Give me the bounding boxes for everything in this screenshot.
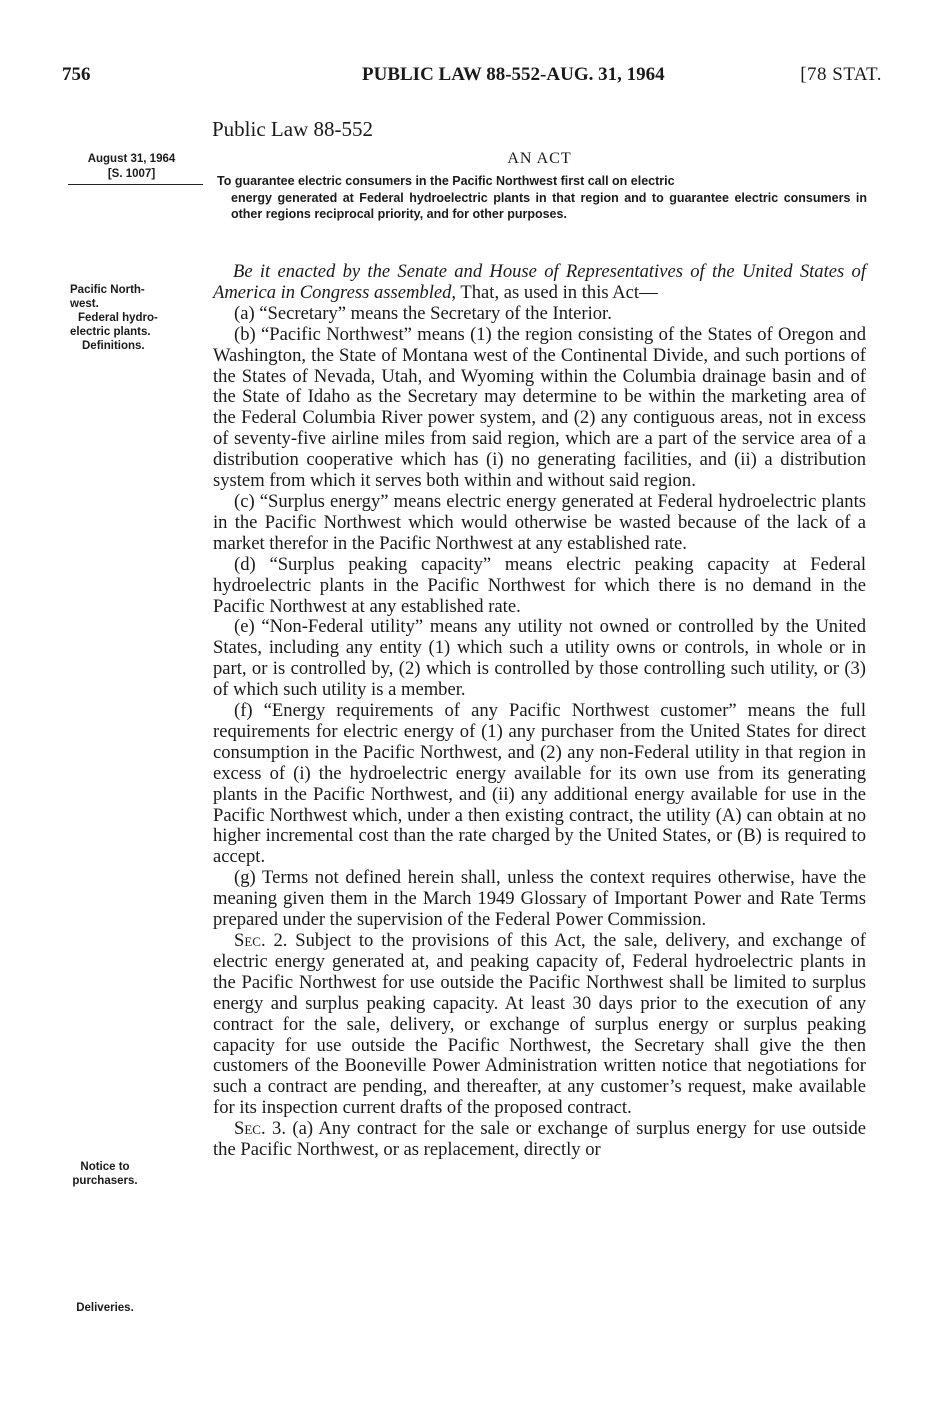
margin-note-notice [60, 1160, 150, 1188]
definition-c: (c) “Surplus energy” means electric energy generated at Federal hydroelectric plants in the Pacific Northwest which would otherwise be wasted because of the lack of a market therefor in the Pacific Northwest at any established rate. [213, 490, 866, 554]
margin-note-line: Definitions. [82, 340, 145, 352]
act-purpose [217, 173, 867, 223]
margin-note-line: Pacific North- [70, 284, 145, 296]
definition-f: (f) “Energy requirements of any Pacific Northwest customer” means the full requirements for electric energy of (1) any purchaser from the United States for direct consumption in the Pacific Northwest, and (2) any non-Federal utility in that region in excess of (i) the hydroelectric energy available for its own use from its generating plants in the Pacific Northwest, and (ii) any additional energy available for use in the Pacific Northwest which, under a then existing contract, the utility (A) can obtain at no higher incremental cost than the rate charged by the United States, or (B) is required to accept. [213, 700, 866, 868]
section-3-text: (a) Any contract for the sale or exchange of surplus energy for use outside the Pacific Northwest, or as replacement, directly or [213, 1118, 866, 1161]
margin-note-line: west. [70, 298, 99, 310]
section-2-text: Subject to the provisions of this Act, the sale, delivery, and exchange of electric energy generated at, and peaking capacity of, Federal hydroelectric plants in the Pacific Northwest for use outside the Pacific Northwest shall be limited to surplus energy and surplus peaking capacity. At least 30 days prior to the execution of any contract for the sale, delivery, or exchange of surplus energy or surplus peaking capacity for use outside the Pacific Northwest, the Secretary shall give the then customers of the Booneville Power Administration written notice that negotiations for such a contract are pending, and thereafter, at any customer’s request, make available for its inspection current drafts of the proposed contract. [213, 930, 866, 1119]
act-heading: AN ACT [507, 150, 572, 167]
definition-b: (b) “Pacific Northwest” means (1) the region consisting of the States of Oregon and Washington, the State of Montana west of the Continental Divide, and such portions of the States of Nevada, Utah, and Wyoming within the Columbia drainage basin and of the State of Idaho as the Secretary may determine to be within the marketing area of the Federal Columbia River power system, and (2) any contiguous areas, not in excess of seventy-five airline miles from said region, which are a part of the service area of a distribution cooperative which has (i) no generating facilities, and (ii) a distribution system from which it serves both within and without said region. [213, 323, 866, 492]
enacting-clause [213, 262, 866, 304]
margin-note-deliveries [55, 1301, 155, 1315]
running-title: PUBLIC LAW 88-552-AUG. 31, 1964 [362, 64, 665, 85]
margin-note-line: Federal hydro- [78, 312, 158, 324]
public-law-title: Public Law 88-552 [212, 117, 373, 141]
section-2 [213, 931, 866, 1119]
running-header [62, 64, 882, 94]
section-2-label: Sec. 2. [234, 930, 288, 951]
volume-reference: [78 STAT. [800, 64, 882, 85]
definition-e: (e) “Non-Federal utility” means any utility not owned or controlled by the United States, including any entity (1) which such a utility owns or controls, in whole or in part, or is controlled by, (2) which is controlled by those controlling such utility, or (3) of which such utility is a member. [213, 616, 866, 701]
definition-g: (g) Terms not defined herein shall, unless the context requires otherwise, have the meaning given them in the March 1949 Glossary of Important Power and Rate Terms prepared under the supervision of the Federal Power Commission. [213, 867, 866, 931]
date-rule [68, 184, 203, 185]
enacting-clause-rest: That, as used in this Act— [456, 281, 658, 303]
margin-note-definitions [70, 283, 185, 353]
page-number: 756 [62, 64, 91, 85]
margin-date-block [68, 152, 195, 185]
section-3 [213, 1119, 866, 1161]
definition-d: (d) “Surplus peaking capacity” means electric peaking capacity at Federal hydroelectric plants in the Pacific Northwest for which there is no demand in the Pacific Northwest at any established rate. [213, 553, 866, 617]
section-3-label: Sec. 3. [234, 1118, 286, 1140]
margin-note-line: Deliveries. [76, 1302, 134, 1314]
enacting-clause-italic: Be it enacted by the Senate and House of Representatives of the United States of America in Congress assembled, [213, 261, 866, 303]
margin-note-line: Notice to [80, 1161, 130, 1173]
enactment-date: August 31, 1964 [87, 153, 176, 165]
margin-note-line: electric plants. [70, 326, 151, 338]
purpose-first-line: To guarantee electric consumers in the Pacific Northwest first call on electric [217, 174, 675, 188]
definition-a: (a) “Secretary” means the Secretary of the Interior. [234, 302, 612, 324]
act-body [213, 262, 866, 1161]
margin-note-line: purchasers. [72, 1175, 138, 1187]
bill-number: [S. 1007] [107, 168, 156, 180]
purpose-continuation: energy generated at Federal hydroelectric plants in that region and to guarantee electric consumers in other regions reciprocal priority, and for other purposes. [231, 190, 867, 221]
